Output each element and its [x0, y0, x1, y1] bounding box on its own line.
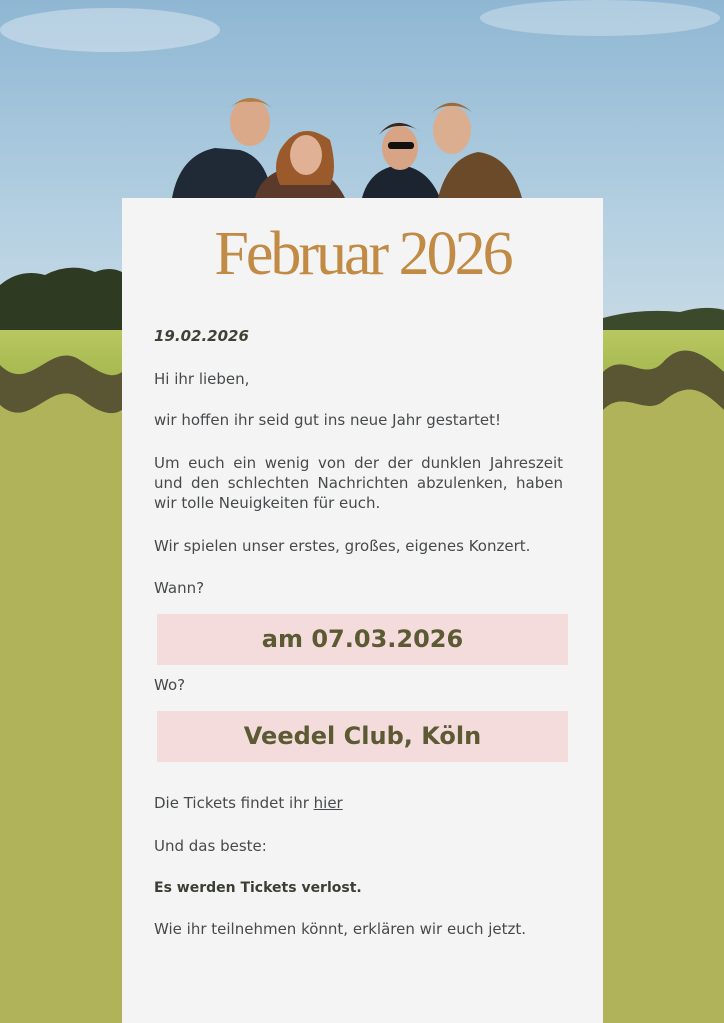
- olive-left: [0, 393, 122, 1023]
- intro-paragraph: Um euch ein wenig von der der dunklen Jahreszeit und den schlechten Nachrichten abzulenken, haben wir tolle Neuigkeiten für euch.: [154, 454, 563, 512]
- tickets-prefix: Die Tickets findet ihr: [154, 794, 314, 812]
- tickets-text: [154, 793, 563, 814]
- concert-date-box: am 07.03.2026: [157, 614, 568, 665]
- announcement-text: Wir spielen unser erstes, großes, eigenes Konzert.: [154, 537, 531, 555]
- olive-right: [603, 390, 724, 1023]
- concert-venue-box: Veedel Club, Köln: [157, 711, 568, 762]
- page-title: Februar 2026: [214, 220, 511, 288]
- tickets-link[interactable]: hier: [313, 794, 343, 812]
- best-part-text: Und das beste:: [154, 837, 267, 855]
- newsletter-date: 19.02.2026: [154, 327, 249, 345]
- when-label: Wann?: [154, 579, 205, 597]
- cloud: [480, 0, 720, 36]
- cloud: [0, 8, 220, 52]
- raffle-text: Es werden Tickets verlost.: [154, 880, 362, 896]
- explain-text: Wie ihr teilnehmen könnt, erklären wir euch jetzt.: [154, 920, 527, 938]
- newsletter-card: [122, 198, 603, 1023]
- where-label: Wo?: [154, 676, 186, 694]
- greeting: Hi ihr lieben,: [154, 370, 250, 388]
- intro-text: wir hoffen ihr seid gut ins neue Jahr gestartet!: [154, 411, 502, 429]
